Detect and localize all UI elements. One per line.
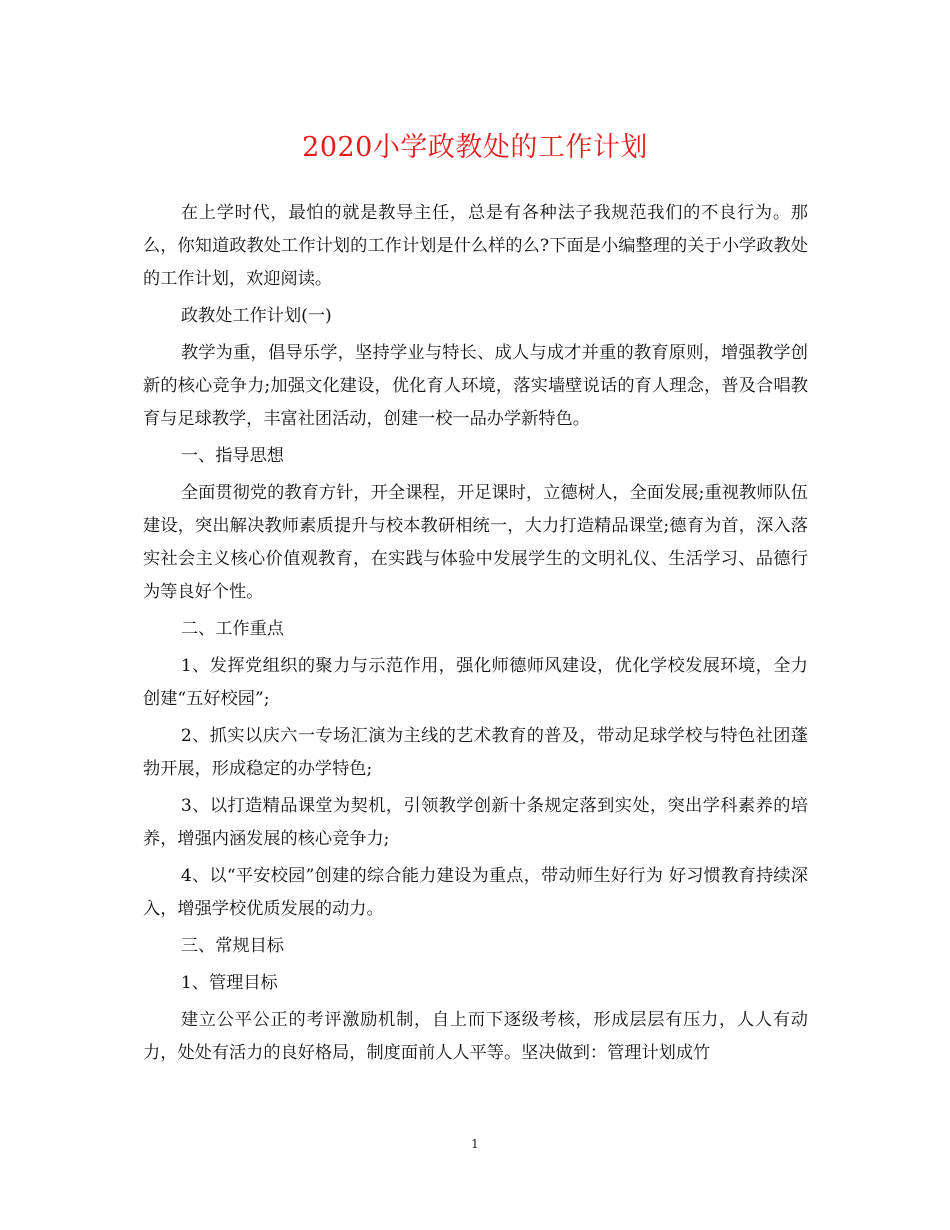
section-heading-routine-goals: 三、常规目标 [180, 936, 284, 956]
list-item: 1、发挥党组织的聚力与示范作用，强化师德师风建设，优化学校发展环境，全力创建“五好校园”; [143, 656, 808, 709]
document-title: 2020小学政教处的工作计划 [302, 132, 648, 163]
intro-paragraph: 在上学时代，最怕的就是教导主任，总是有各种法子我规范我们的不良行为。那么，你知道政教处工作计划的工作计划是什么样的么?下面是小编整理的关于小学政教处的工作计划，欢迎阅读。 [143, 203, 808, 289]
list-item: 3、以打造精品课堂为契机，引领教学创新十条规定落到实处，突出学科素养的培养，增强内涵发展的核心竞争力; [143, 796, 808, 849]
document-body [143, 197, 808, 1074]
subsection-heading-management-goals: 1、管理目标 [180, 973, 278, 993]
page-number: 1 [471, 1137, 479, 1151]
section-heading-guiding-thought: 一、指导思想 [180, 446, 284, 466]
body-paragraph: 建立公平公正的考评激励机制，自上而下逐级考核，形成层层有压力，人人有动力，处处有活力的良好格局，制度面前人人平等。坚决做到：管理计划成竹 [143, 1010, 808, 1063]
list-item: 4、以“平安校园”创建的综合能力建设为重点，带动师生好行为 好习惯教育持续深入，增强学校优质发展的动力。 [143, 866, 808, 919]
body-paragraph: 全面贯彻党的教育方针，开全课程，开足课时，立德树人，全面发展;重视教师队伍建设，突出解决教师素质提升与校本教研相统一，大力打造精品课堂;德育为首，深入落实社会主义核心价值观教育，在实践与体验中发展学生的文明礼仪、生活学习、品德行为等良好个性。 [143, 483, 808, 602]
section-heading-plan-one: 政教处工作计划(一) [180, 306, 332, 326]
body-paragraph: 教学为重，倡导乐学，坚持学业与特长、成人与成才并重的教育原则，增强教学创新的核心竞争力;加强文化建设，优化育人环境，落实墙壁说话的育人理念，普及合唱教育与足球教学，丰富社团活动，创建一校一品办学新特色。 [143, 343, 808, 429]
list-item: 2、抓实以庆六一专场汇演为主线的艺术教育的普及，带动足球学校与特色社团蓬勃开展，形成稳定的办学特色; [143, 726, 808, 779]
section-heading-work-focus: 二、工作重点 [180, 619, 284, 639]
